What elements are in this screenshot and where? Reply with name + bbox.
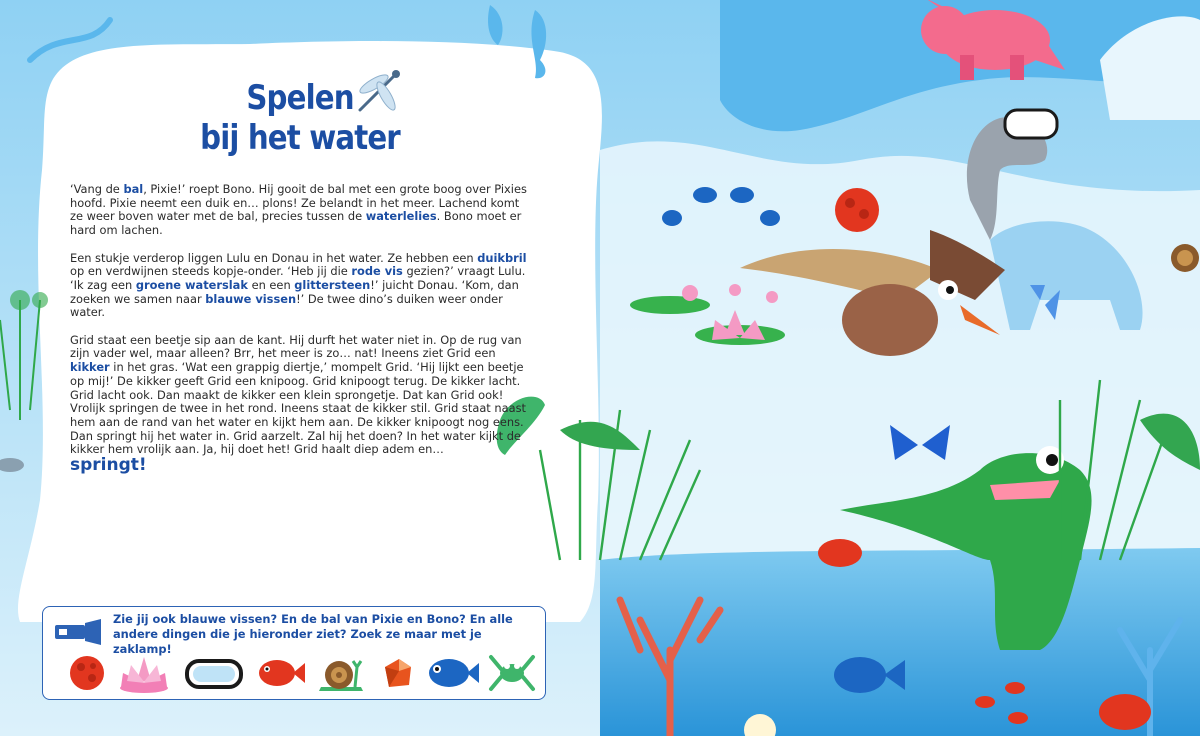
text: gezien?’ vraagt Lulu. ‘Ik zag een [70, 264, 526, 292]
green-frog-icon [487, 651, 537, 695]
diving-goggles-icon [183, 651, 245, 695]
keyword-bal: bal [123, 182, 144, 196]
text: op en verdwijnen steeds kopje-onder. ‘Heb jij die [70, 264, 352, 279]
text: in het gras. ‘Wat een grappig diertje,’ mompelt Grid. ‘Hij lijkt een beetje op mij!’ De kikker geeft Grid een knipoog. Grid knipoogt terug. De kikker lacht. Grid lacht ook. Dan maakt de kikker een klein sprongetje. Dat kan Grid ook! Vrolijk springen de twee in het rond. Ineens staat de kikker stil. Grid staat naast hem aan de rand van het water en kijkt hem aan. De kikker knipoogt nog eens. Dan springt hij het water in. Grid aarzelt. Zal hij het doen? In het water kijkt de kikker hem vrolijk aan. Ja, hij doet het! Grid haalt diep adem en… [70, 360, 526, 457]
text: Een stukje verderop liggen Lulu en Donau in het water. Ze hebben een [70, 250, 478, 265]
story-paragraph-1 [70, 183, 530, 238]
text: Grid staat een beetje sip aan de kant. Hij durft het water niet in. Op de rug van zijn vader wel, maar alleen? Brr, het meer is zo… nat! Ineens ziet Grid een [70, 332, 522, 361]
text: !’ juicht Donau. ‘Kom, dan zoeken we samen naar [70, 277, 519, 306]
title-line-1: Spelen [246, 78, 354, 118]
glitter-stone-icon [377, 651, 417, 695]
text: , Pixie!’ roept Bono. Hij gooit de bal met een grote boog over Pixies hoofd. Pixie neemt een duik en… plons! Ze belandt in het meer. Lachend komt ze weer boven water met de bal, precies tussen de [70, 182, 527, 224]
story-ending: springt! [70, 455, 147, 476]
text: . Bono moet er hard om lachen. [70, 209, 522, 238]
keyword-rode-vis: rode vis [351, 264, 403, 279]
page-title [145, 78, 455, 158]
keyword-glittersteen: glittersteen [294, 277, 371, 292]
keyword-blauwe-vissen: blauwe vissen [205, 291, 297, 306]
search-instructions: Zie jij ook blauwe vissen? En de bal van Pixie en Bono? En alle andere dingen die je hieronder ziet? Zoek ze maar met je zaklamp! [113, 612, 513, 656]
text: ‘Vang de [70, 182, 124, 196]
keyword-groene-waterslak: groene waterslak [135, 277, 248, 292]
story-text [70, 182, 530, 476]
red-fish-icon [255, 651, 307, 695]
text: en een [247, 277, 295, 292]
text: !’ De twee dino’s duiken weer onder water. [70, 291, 503, 320]
red-ball-icon [67, 651, 107, 695]
blue-fish-icon [425, 651, 481, 695]
title-line-2: bij het water [200, 118, 400, 158]
keyword-duikbril: duikbril [477, 250, 527, 265]
story-paragraph-3 [70, 332, 530, 476]
story-paragraph-2 [70, 252, 530, 321]
water-lily-icon [113, 651, 175, 695]
keyword-waterlelies: waterlelies [365, 209, 437, 224]
keyword-kikker: kikker [70, 360, 110, 375]
snail-icon [317, 651, 367, 695]
flashlight-icon [53, 617, 105, 647]
search-items [61, 651, 531, 695]
search-box [42, 606, 546, 700]
